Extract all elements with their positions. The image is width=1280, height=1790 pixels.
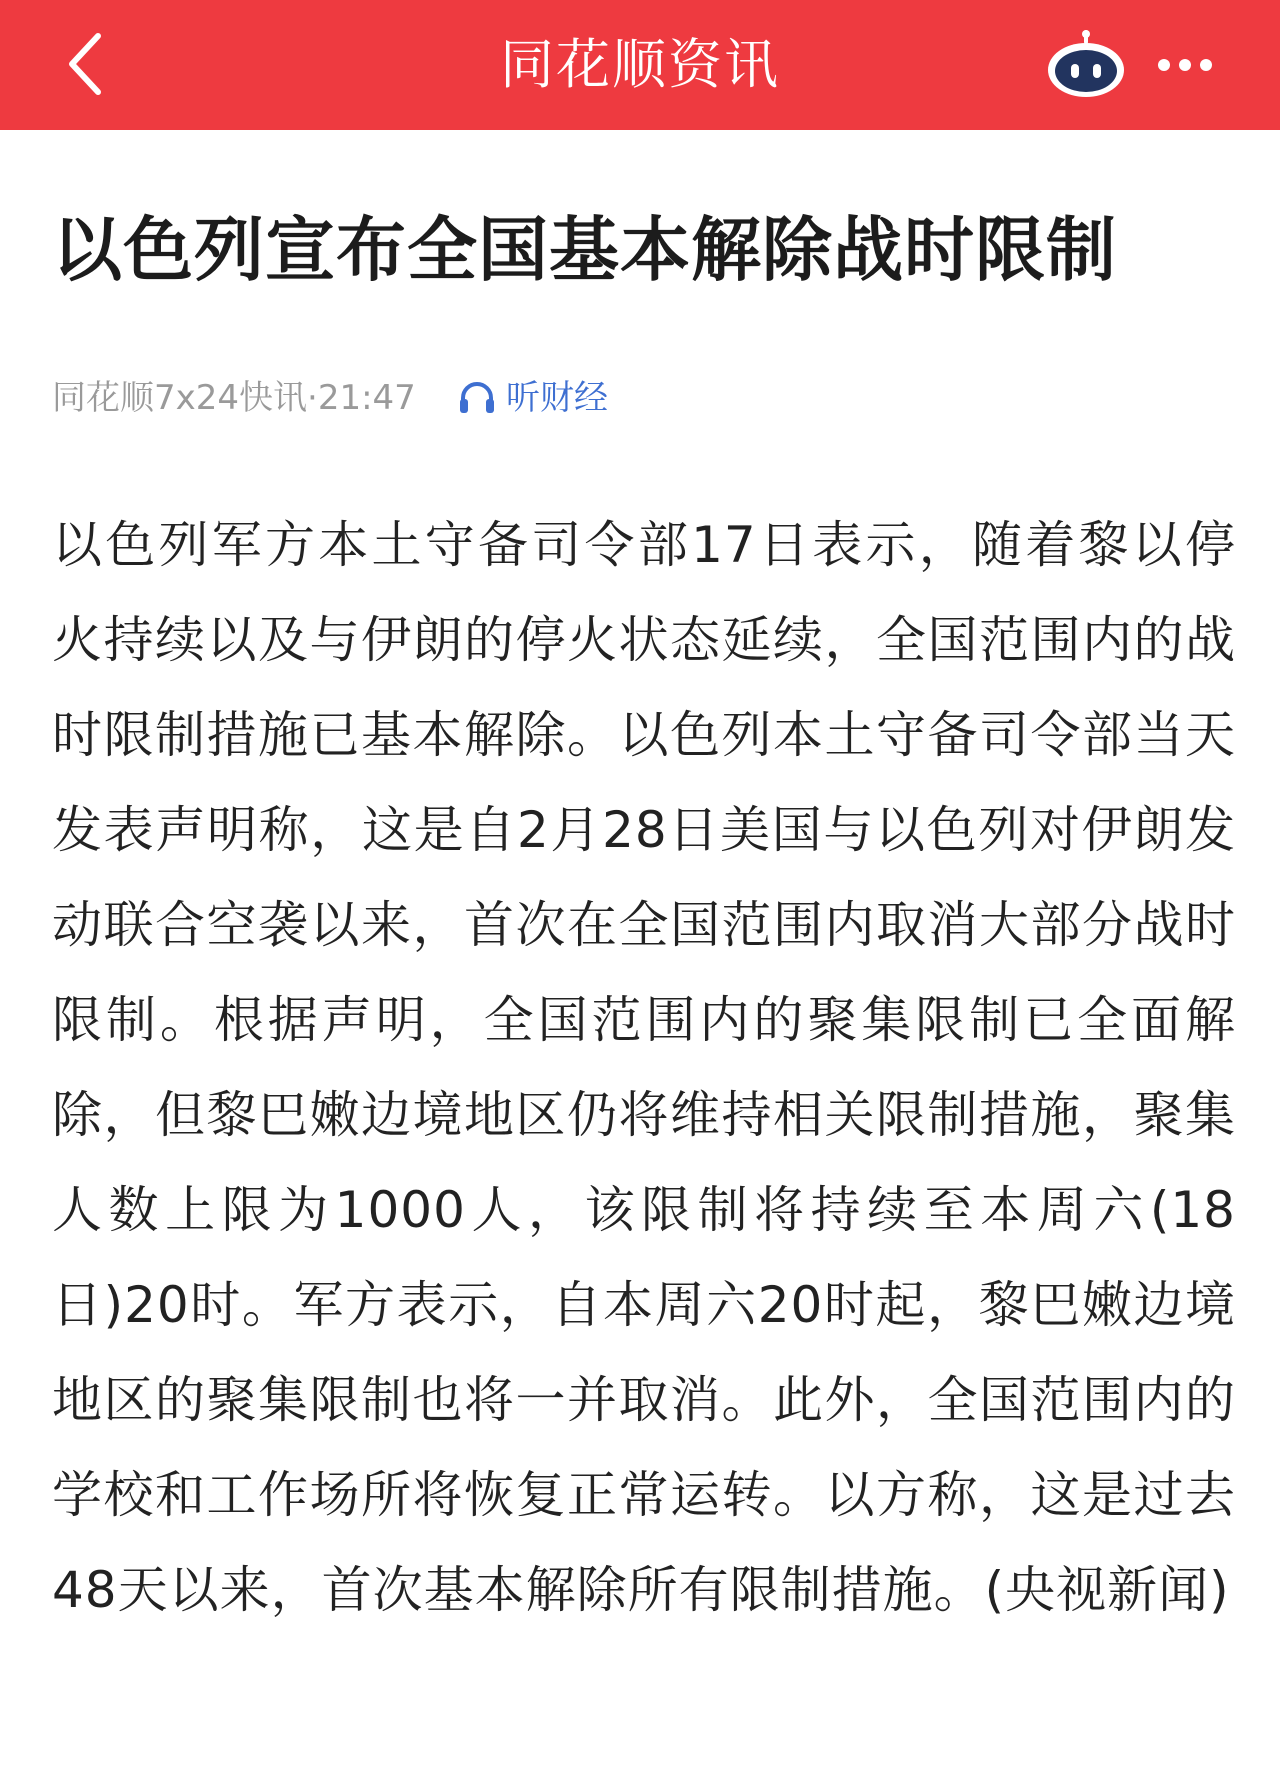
listen-finance-label: 听财经: [506, 378, 608, 418]
listen-finance-button[interactable]: [458, 370, 608, 426]
page-title: 同花顺资讯: [500, 33, 780, 96]
top-navigation-bar: [0, 0, 1280, 130]
more-options-button[interactable]: [1150, 40, 1220, 90]
article-source-time: 同花顺7x24快讯·21:47: [52, 378, 416, 418]
article-headline: 以色列宣布全国基本解除战时限制: [52, 209, 1117, 291]
robot-assistant-button[interactable]: [1044, 28, 1128, 102]
more-dots-icon: [1150, 40, 1220, 90]
article-body: 以色列军方本土守备司令部17日表示，随着黎以停火持续以及与伊朗的停火状态延续，全国范围内的战时限制措施已基本解除。以色列本土守备司令部当天发表声明称，这是自2月28日美国与以色列对伊朗发动联合空袭以来，首次在全国范围内取消大部分战时限制。根据声明，全国范围内的聚集限制已全面解除，但黎巴嫩边境地区仍将维持相关限制措施，聚集人数上限为1000人，该限制将持续至本周六(18日)20时。军方表示，自本周六20时起，黎巴嫩边境地区的聚集限制也将一并取消。此外，全国范围内的学校和工作场所将恢复正常运转。以方称，这是过去48天以来，首次基本解除所有限制措施。(央视新闻): [52, 516, 1236, 1619]
robot-assistant-icon: [1044, 28, 1128, 102]
headphones-icon: [458, 379, 496, 415]
